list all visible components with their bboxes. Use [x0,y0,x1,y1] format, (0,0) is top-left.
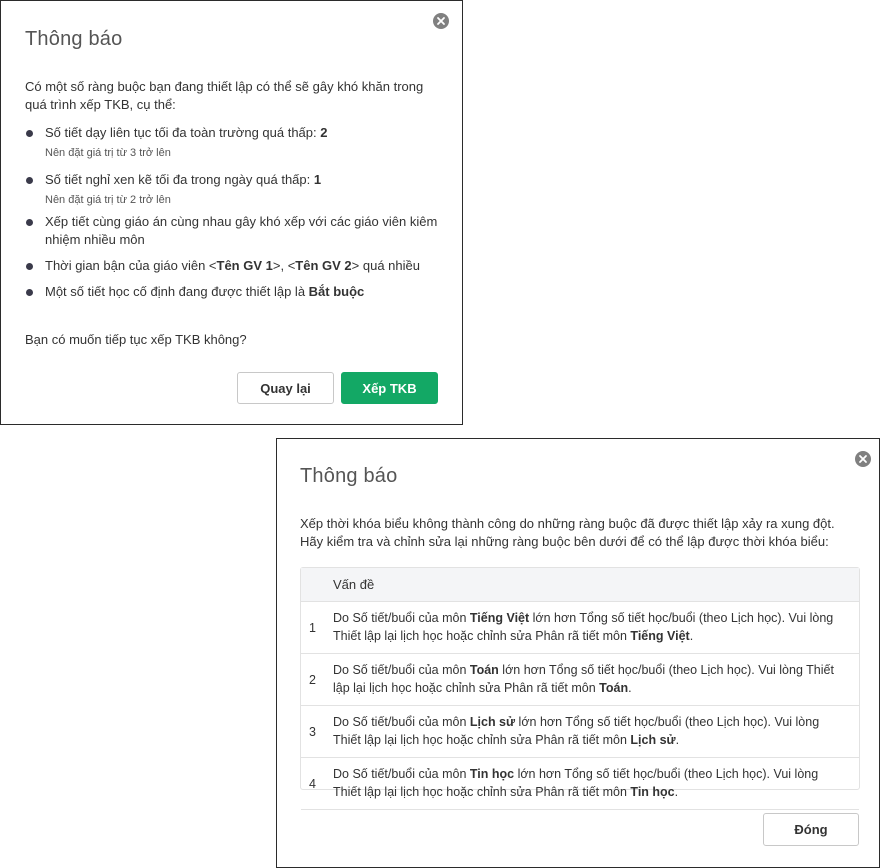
row-number: 1 [309,620,316,635]
close-icon[interactable] [433,13,449,29]
table-header [301,568,859,602]
row-content: Do Số tiết/buổi của môn Lịch sử lớn hơn Tổng số tiết học/buổi (theo Lịch học). Vui lòng Thiết lập lại lịch học hoặc chỉnh sửa Phân rã tiết môn Lịch sử. [333,715,820,747]
table-row [301,654,859,706]
hint-text: Nên đặt giá trị từ 3 trở lên [45,147,171,159]
hint-text: Nên đặt giá trị từ 2 trở lên [45,194,171,206]
schedule-button[interactable]: Xếp TKB [341,372,438,404]
close-icon[interactable] [855,451,871,467]
bullet-dot-icon [26,177,33,184]
row-number: 2 [309,672,316,687]
column-header-issue: Vấn đề [333,577,375,592]
dialog-title: Thông báo [25,28,123,50]
bullet-dot-icon [26,219,33,226]
row-content: Do Số tiết/buổi của môn Tiếng Việt lớn hơn Tổng số tiết học/buổi (theo Lịch học). Vui lòng Thiết lập lại lịch học hoặc chỉnh sửa Phân rã tiết môn Tiếng Việt. [333,611,834,643]
table-row [301,706,859,758]
list-item: Số tiết nghỉ xen kẽ tối đa trong ngày quá thấp: 1 Nên đặt giá trị từ 2 trở lên [25,171,445,213]
issues-table[interactable] [300,567,860,799]
dialog-intro: Có một số ràng buộc bạn đang thiết lập có thể sẽ gây khó khăn trong quá trình xếp TKB, cụ thể: [25,79,424,112]
back-button[interactable]: Quay lại [237,372,334,404]
list-item: Số tiết dạy liên tục tối đa toàn trường quá thấp: 2 Nên đặt giá trị từ 3 trở lên [25,124,445,171]
list-item: Một số tiết học cố định đang được thiết lập là Bắt buộc [25,283,445,303]
dialog-intro: Xếp thời khóa biểu không thành công do những ràng buộc đã được thiết lập xảy ra xung đột. Hãy kiểm tra và chỉnh sửa lại những ràng buộc bên dưới để có thể lập được thời khóa biểu: [300,516,835,549]
bullet-dot-icon [26,130,33,137]
table-row [301,758,859,810]
bullet-dot-icon [26,263,33,270]
error-dialog [276,438,880,868]
bullet-dot-icon [26,289,33,296]
dialog-title: Thông báo [300,465,398,487]
row-content: Do Số tiết/buổi của môn Toán lớn hơn Tổng số tiết học/buổi (theo Lịch học). Vui lòng Thiết lập lại lịch học hoặc chỉnh sửa Phân rã tiết môn Toán. [333,663,834,695]
table-row [301,602,859,654]
row-number: 4 [309,776,316,791]
row-content: Do Số tiết/buổi của môn Tin học lớn hơn Tổng số tiết học/buổi (theo Lịch học). Vui lòng Thiết lập lại lịch học hoặc chỉnh sửa Phân rã tiết môn Tin học. [333,767,819,799]
list-item: Thời gian bận của giáo viên <Tên GV 1>, <Tên GV 2> quá nhiều [25,257,445,283]
warning-dialog [0,0,463,425]
confirm-question: Bạn có muốn tiếp tục xếp TKB không? [25,332,247,347]
row-number: 3 [309,724,316,739]
close-button[interactable]: Đóng [763,813,859,846]
constraint-list [25,124,445,303]
list-item: Xếp tiết cùng giáo án cùng nhau gây khó xếp với các giáo viên kiêm nhiệm nhiều môn [25,213,445,257]
